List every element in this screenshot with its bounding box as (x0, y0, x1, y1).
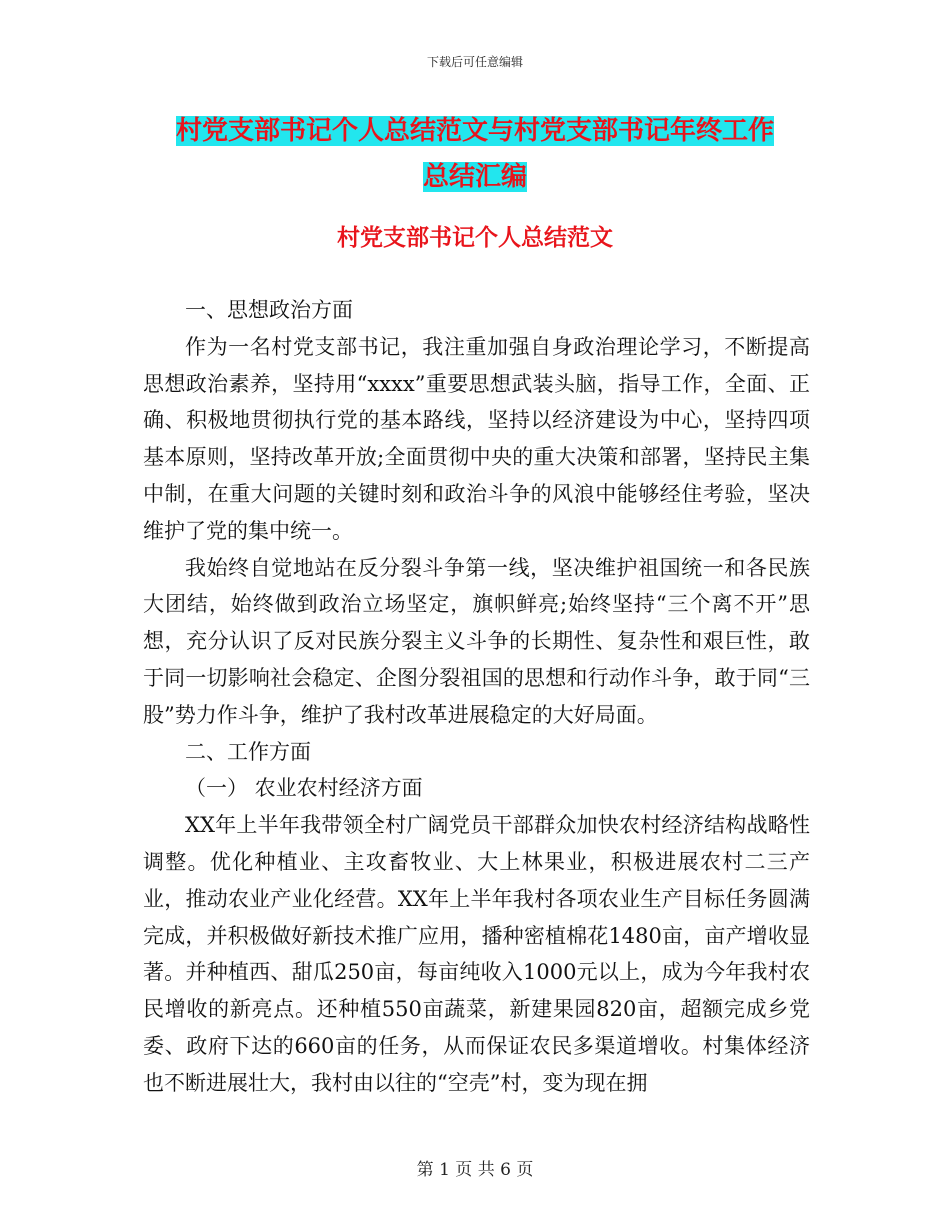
heading-agriculture: （一） 农业农村经济方面 (185, 776, 423, 801)
document-title (140, 108, 810, 200)
page-footer: 第 1 页 共 6 页 (416, 1160, 534, 1180)
paragraph-2: 我始终自觉地站在反分裂斗争第一线，坚决维护祖国统一和各民族大团结，始终做到政治立场坚定，旗帜鲜亮;始终坚持“三个离不开”思想，充分认识了反对民族分裂主义斗争的长期性、复杂性和艰巨性，敢于同一切影响社会稳定、企图分裂祖国的思想和行动作斗争，敢于同“三股”势力作斗争，维护了我村改革进展稳定的大好局面。 (143, 555, 810, 727)
section-title: 村党支部书记个人总结范文 (337, 225, 613, 251)
header-note: 下载后可任意编辑 (426, 55, 523, 69)
paragraph-1: 作为一名村党支部书记，我注重加强自身政治理论学习，不断提高思想政治素养，坚持用“xxxx”重要思想武装头脑，指导工作，全面、正确、积极地贯彻执行党的基本路线，坚持以经济建设为中心，坚持四项基本原则，坚持改革开放;全面贯彻中央的重大决策和部署，坚持民主集中制，在重大问题的关键时刻和政治斗争的风浪中能够经住考验，坚决维护了党的集中统一。 (143, 334, 810, 543)
document-body (143, 292, 810, 1102)
title-line-1: 村党支部书记个人总结范文与村党支部书记年终工作 (175, 116, 774, 146)
title-line-2: 总结汇编 (422, 162, 527, 192)
paragraph-3: XX年上半年我带领全村广阔党员干部群众加快农村经济结构战略性调整。优化种植业、主攻畜牧业、大上林果业，积极进展农村二三产业，推动农业产业化经营。XX年上半年我村各项农业生产目标任务圆满完成，并积极做好新技术推广应用，播种密植棉花1480亩，亩产增收显著。并种植西、甜瓜250亩，每亩纯收入1000元以上，成为今年我村农民增收的新亮点。还种植550亩蔬菜，新建果园820亩，超额完成乡党委、政府下达的660亩的任务，从而保证农民多渠道增收。村集体经济也不断进展壮大，我村由以往的“空壳”村，变为现在拥 (143, 813, 810, 1095)
heading-political: 一、思想政治方面 (185, 298, 353, 322)
heading-work: 二、工作方面 (185, 739, 311, 764)
